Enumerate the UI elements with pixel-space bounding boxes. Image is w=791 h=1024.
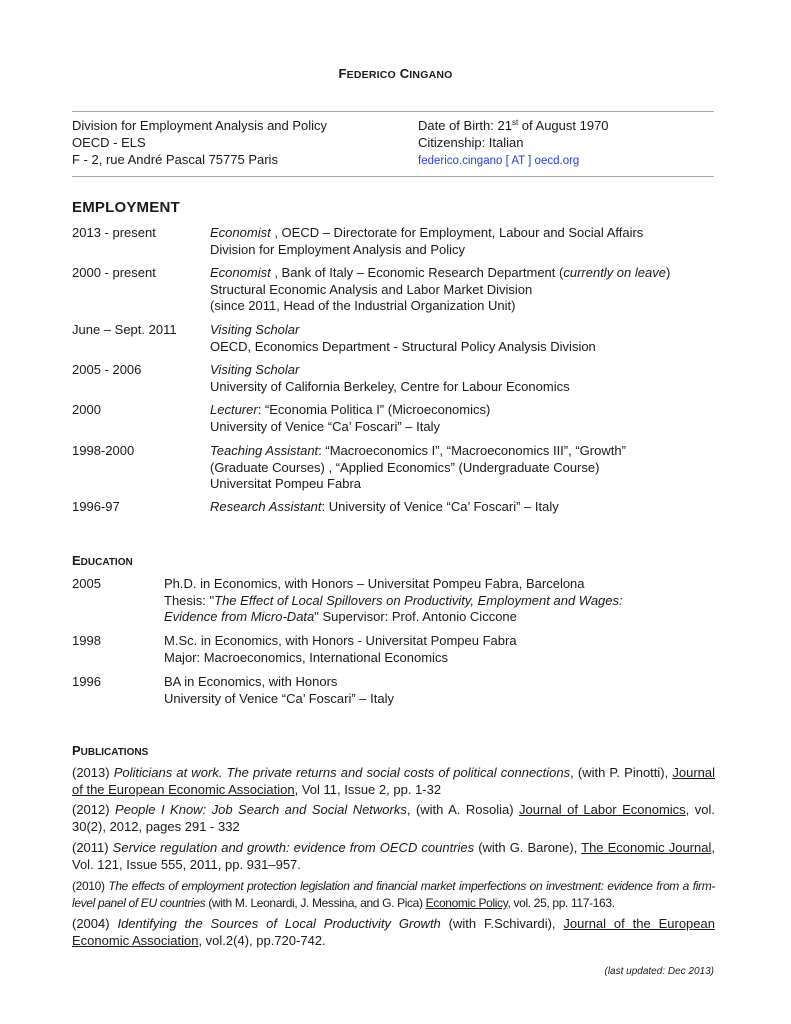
top-divider [72,111,714,112]
entry-date: June – Sept. 2011 [72,322,177,337]
personal-info [418,117,609,170]
education-heading: EDUCATION [72,553,133,568]
date-of-birth: Date of Birth: 21st of August 1970 [418,118,609,133]
publications-heading: PUBLICATIONS [72,743,149,758]
entry-date: 2005 [72,576,101,591]
page-title: FEDERICO CINGANO [338,66,453,81]
header-divider [72,176,714,177]
last-updated: (last updated: Dec 2013) [604,966,714,977]
citizenship: Citizenship: Italian [418,135,524,150]
publication-item: (2012) People I Know: Job Search and Social Networks, (with A. Rosolia) Journal of Labor Economics, vol. 30(2), 2012, pages 291 - 332 [72,802,715,834]
address-line: Division for Employment Analysis and Policy [72,118,328,133]
entry-date: 2000 - present [72,265,156,280]
address-block [72,117,327,168]
entry-date: 2000 [72,402,101,417]
publication-item: (2011) Service regulation and growth: evidence from OECD countries (with G. Barone), The Economic Journal, Vol. 121, Issue 555, 2011, pp. 931–957. [72,840,715,872]
entry-date: 2013 - present [72,225,156,240]
publication-item: (2004) Identifying the Sources of Local Productivity Growth (with F.Schivardi), Journal of the European Economic Association, vol.2(4), pp.720-742. [72,916,715,948]
publication-item: (2010) The effects of employment protection legislation and financial market imperfections on investment: evidence from a firm-level panel of EU countries (with M. Leonardi, J. Messina, and G. Pica) Economic Policy, vol. 25, pp. 117-163. [72,879,715,910]
email-link[interactable]: federico.cingano [ AT ] oecd.org [418,155,580,167]
employment-heading: EMPLOYMENT [72,199,180,216]
entry-date: 1998 [72,633,101,648]
entry-date: 2005 - 2006 [72,362,142,377]
entry-date: 1996 [72,674,101,689]
address-line: F - 2, rue André Pascal 75775 Paris [72,152,278,167]
entry-date: 1998-2000 [72,443,135,458]
publication-item: (2013) Politicians at work. The private returns and social costs of political connections, (with P. Pinotti), Journal of the European Economic Association, Vol 11, Issue 2, pp. 1-32 [72,765,715,797]
entry-date: 1996-97 [72,499,120,514]
address-line: OECD - ELS [72,135,146,150]
